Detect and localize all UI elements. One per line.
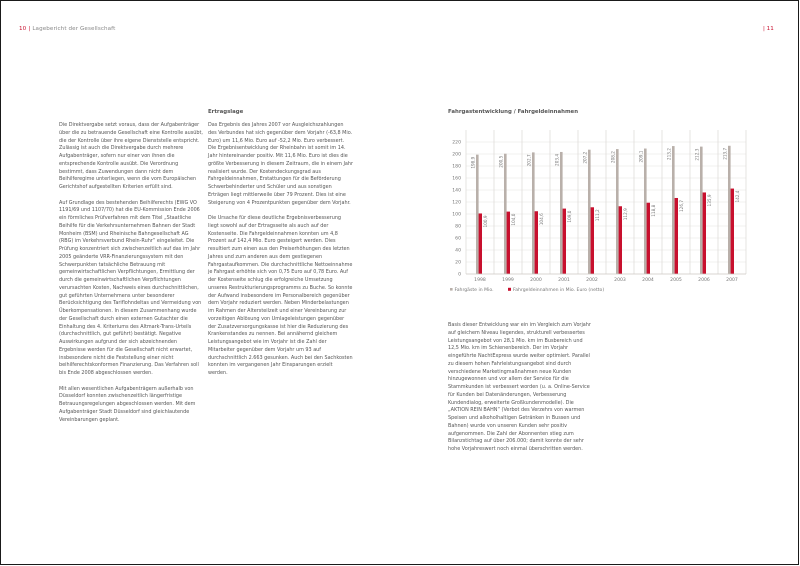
y-tick-label: 200	[452, 152, 461, 158]
y-tick-label: 120	[452, 200, 461, 206]
data-label-fahrgaeste: 207,2	[582, 151, 588, 164]
data-label-fahrgaeste: 198,9	[470, 156, 476, 169]
x-tick-label: 2005	[670, 278, 682, 283]
y-tick-label: 180	[452, 164, 461, 170]
x-tick-label: 2002	[586, 278, 598, 283]
y-tick-label: 80	[455, 224, 461, 230]
bar-fahrgeldeinnahmen	[619, 206, 622, 274]
paragraph: Die Ursache für diese deutliche Ergebnisverbesserung liegt sowohl auf der Ertragsseite als auch auf der Kostenseite. Die Fahrgeldeinnahmen konnten um 4,8 Prozent auf 142,4 Mio. Euro gesteigert werden. Dies resultiert zum einen aus den Preiserhöhungen des letzten Jahres und zum anderen aus dem gestiegenen Fahrgastaufkommen. Die durchschnittliche Nettoeinnahme je Fahrgast erhöhte sich von 0,75 Euro auf 0,78 Euro. Auf der Kostenseite schlug die erfolgreiche Umsetzung unseres Restrukturierungsprogramms zu Buche. So konnte der Aufwand insbesondere im Personalbereich gegenüber dem Vorjahr reduziert werden. Neben Minderbelastungen im Rahmen der Altersteilzeit und einer Vereinbarung zur vorzeitigen Ablösung von Umlageleistungen gegenüber der Zusatzversorgungskasse ist hier die Reduzierung des Krankenstandes zu nennen. Bei annähernd gleichem Leistungsangebot wie im Vorjahr ist die Zahl der Mitarbeiter gegenüber dem Vorjahr um 93 auf durchschnittlich 2.663 gesunken. Auch bei den Sachkosten konnten im vergangenen Jahr Einsparungen erzielt werden.	[208, 215, 353, 376]
data-label-fahrgeldeinnahmen: 112,9	[623, 208, 628, 221]
x-tick-label: 2003	[614, 278, 626, 283]
data-label-fahrgaeste: 213,7	[722, 147, 728, 160]
bar-chart	[448, 130, 750, 300]
bar-fahrgeldeinnahmen	[535, 211, 538, 274]
bar-fahrgeldeinnahmen	[731, 189, 734, 274]
x-tick-label: 2000	[530, 278, 542, 283]
data-label-fahrgeldeinnahmen: 109,0	[567, 210, 572, 223]
page-number-right: 11	[766, 26, 774, 32]
y-tick-label: 40	[455, 248, 461, 254]
data-label-fahrgeldeinnahmen: 104,6	[539, 213, 544, 226]
text-column-3	[448, 322, 593, 462]
paragraph: Das Ergebnis des Jahres 2007 vor Ausgleichszahlungen des Verbundes hat sich gegenüber dem Vorjahr (-63,8 Mio. Euro) um 11,6 Mio. Euro auf -52,2 Mio. Euro verbessert. Die Ergebnisentwicklung der Rheinbahn ist somit im 14. Jahr hintereinander positiv. Mit 11,6 Mio. Euro ist dies die größte Verbesserung in diesem Zeitraum, die in einem Jahr realisiert wurde. Der Kostendeckungsgrad aus Fahrgeldeinnahmen, Erstattungen für die Beförderung Schwerbehinderter und Schüler und aus sonstigen Erträgen liegt mittlerweile über 79 Prozent. Dies ist eine Steigerung von 4 Prozentpunkten gegenüber dem Vorjahr.	[208, 122, 353, 206]
data-label-fahrgeldeinnahmen: 118,8	[651, 204, 656, 217]
x-tick-label: 1999	[502, 278, 514, 283]
data-label-fahrgaeste: 200,5	[498, 155, 504, 168]
data-label-fahrgeldeinnahmen: 104,0	[511, 213, 516, 226]
paragraph: Basis dieser Entwicklung war ein im Vergleich zum Vorjahr auf gleichem Niveau liegendes, strukturell verbessertes Leistungsangebot von 28,1 Mio. km im Busbereich und 12,5 Mio. km im Schienenbereich. Der im Vorjahr eingeführte NachtExpress wurde weiter optimiert. Parallel zu diesem hohen Fahrleistungsangebot sind durch verschiedene Marketingmaßnahmen neue Kunden hinzugewonnen und vor allem der Service für die Stammkunden ist verbessert worden (u. a. Online-Service für Kunden bei Datenänderungen, Verbesserung Kundendialog, erweiterte Großkundenmodelle). Die „AKTION REIN BAHN“ (Verbot des Verzehrs von warmen Speisen und alkoholhaltigen Getränken in Bussen und Bahnen) wurde von unseren Kunden sehr positiv aufgenommen. Die Zahl der Abonnenten stieg zum Bilanzstichtag auf über 206.000; damit konnte der sehr hohe Vorjahreswert noch einmal überschritten werden.	[448, 322, 591, 452]
data-label-fahrgaeste: 213,2	[666, 148, 672, 161]
bar-fahrgaeste	[504, 154, 507, 274]
x-tick-label: 2004	[642, 278, 654, 283]
legend-swatch-fahrgeldeinnahmen	[508, 288, 511, 291]
data-label-fahrgeldeinnahmen: 142,4	[735, 190, 740, 203]
y-tick-label: 160	[452, 176, 461, 182]
x-tick-label: 1998	[474, 278, 486, 283]
legend-swatch-fahrgaeste	[450, 288, 453, 291]
bar-fahrgeldeinnahmen	[479, 213, 482, 274]
bar-fahrgaeste	[728, 146, 731, 274]
y-tick-label: 140	[452, 188, 461, 194]
y-tick-label: 60	[455, 236, 461, 242]
text-column-2	[208, 122, 353, 386]
y-tick-label: 100	[452, 212, 461, 218]
paragraph: Die Direktvergabe setzt voraus, dass der Aufgabenträger über die zu betrauende Gesellschaft eine Kontrolle ausübt, die der Kontrolle über ihre eigene Dienststelle entspricht. Zulässig ist auch die Direktvergabe durch mehrere Aufgabenträger, sofern nur einer von ihnen die entsprechende Kontrolle ausübt. Die Verordnung bestimmt, dass Zuwendungen dann nicht dem Beihilferegime unterliegen, wenn die vom Europäischen Gerichtshof aufgestellten Kriterien erfüllt sind.	[59, 122, 203, 190]
bar-fahrgaeste	[616, 149, 619, 274]
header-separator: |	[28, 26, 31, 32]
data-label-fahrgaeste: 202,7	[526, 154, 532, 167]
paragraph: Auf Grundlage des bestehenden Beihilferechts (EWG VO 1191/69 und 1107/70) hat die EU-Kommission Ende 2006 ein förmliches Prüfverfahren mit dem Titel „Staatliche Beihilfe für die Verkehrsunternehmen Bahnen der Stadt Monheim (BSM) und Rheinische Bahngesellschaft AG (RBG) im Verkehrsverbund Rhein-Ruhr“ eingeleitet. Die Prüfung konzentriert sich zwischenzeitlich auf das im Jahr 2005 geänderte VRR-Finanzierungssystem mit den Schwerpunkten tatsächliche Betrauung mit gemeinwirtschaftlichen Verpflichtungen, Ermittlung der durch die gemeinwirtschaftlichen Verpflichtungen verursachten Kosten, Nachweis eines durchschnittlichen, gut geführten Unternehmens unter besonderer Berücksichtigung des Tariflohndeltas und Vermeidung von Überkompensationen. In diesem Zusammenhang wurde der Gesellschaft durch einen externen Gutachter die Einhaltung des 4. Kriteriums des Altmark-Trans-Urteils (durchschnittlich, gut geführt) bestätigt. Negative Auswirkungen aufgrund der sich abzeichnenden Ergebnisse werden für die Gesellschaft nicht erwartet, insbesondere nicht die Feststellung einer nicht beihilferechtskonformen Finanzierung. Das Verfahren soll bis Ende 2008 abgeschlossen werden.	[59, 199, 202, 376]
bar-fahrgeldeinnahmen	[675, 198, 678, 274]
bar-fahrgaeste	[700, 147, 703, 274]
header-separator: |	[763, 26, 767, 32]
data-label-fahrgaeste: 208,2	[610, 151, 616, 164]
page-number-left: 10	[19, 26, 27, 32]
running-header-left	[19, 26, 115, 32]
bar-fahrgeldeinnahmen	[703, 192, 706, 274]
y-tick-label: 0	[458, 272, 461, 278]
bar-fahrgaeste	[476, 155, 479, 274]
section-heading-ertragslage: Ertragslage	[208, 109, 244, 115]
running-header-right	[763, 26, 774, 32]
data-label-fahrgeldeinnahmen: 135,9	[707, 194, 712, 207]
data-label-fahrgaeste: 212,3	[694, 148, 700, 161]
text-column-1	[59, 122, 204, 432]
y-tick-label: 20	[455, 260, 461, 266]
bar-fahrgeldeinnahmen	[591, 207, 594, 274]
bar-fahrgaeste	[672, 146, 675, 274]
chart-title: Fahrgastentwicklung / Fahrgeldeinnahmen	[448, 109, 579, 115]
x-tick-label: 2001	[558, 278, 570, 283]
bar-fahrgeldeinnahmen	[563, 209, 566, 274]
paragraph: Mit allen wesentlichen Aufgabenträgern außerhalb von Düsseldorf konnten zwischenzeitlich längerfristige Betrauungsregelungen abgeschlossen werden. Mit dem Aufgabenträger Stadt Düsseldorf sind gleichlautende Vereinbarungen geplant.	[59, 385, 196, 423]
legend-label-fahrgeldeinnahmen: Fahrgeldeinnahmen in Mio. Euro (netto)	[513, 288, 605, 293]
x-tick-label: 2006	[698, 278, 710, 283]
bar-fahrgeldeinnahmen	[647, 203, 650, 274]
bar-fahrgaeste	[588, 150, 591, 274]
data-label-fahrgeldeinnahmen: 100,9	[483, 215, 488, 228]
y-tick-label: 220	[452, 140, 461, 146]
legend-label-fahrgaeste: Fahrgäste in Mio.	[454, 288, 494, 293]
bar-fahrgaeste	[532, 152, 535, 274]
data-label-fahrgaeste: 203,4	[554, 153, 560, 166]
bar-fahrgaeste	[560, 152, 563, 274]
bar-fahrgeldeinnahmen	[507, 212, 510, 274]
data-label-fahrgeldeinnahmen: 111,2	[595, 209, 600, 222]
data-label-fahrgeldeinnahmen: 126,7	[679, 199, 684, 212]
data-label-fahrgaeste: 209,1	[638, 150, 644, 163]
bar-fahrgaeste	[644, 149, 647, 274]
x-tick-label: 2007	[726, 278, 738, 283]
section-title: Lagebericht der Gesellschaft	[32, 26, 116, 32]
